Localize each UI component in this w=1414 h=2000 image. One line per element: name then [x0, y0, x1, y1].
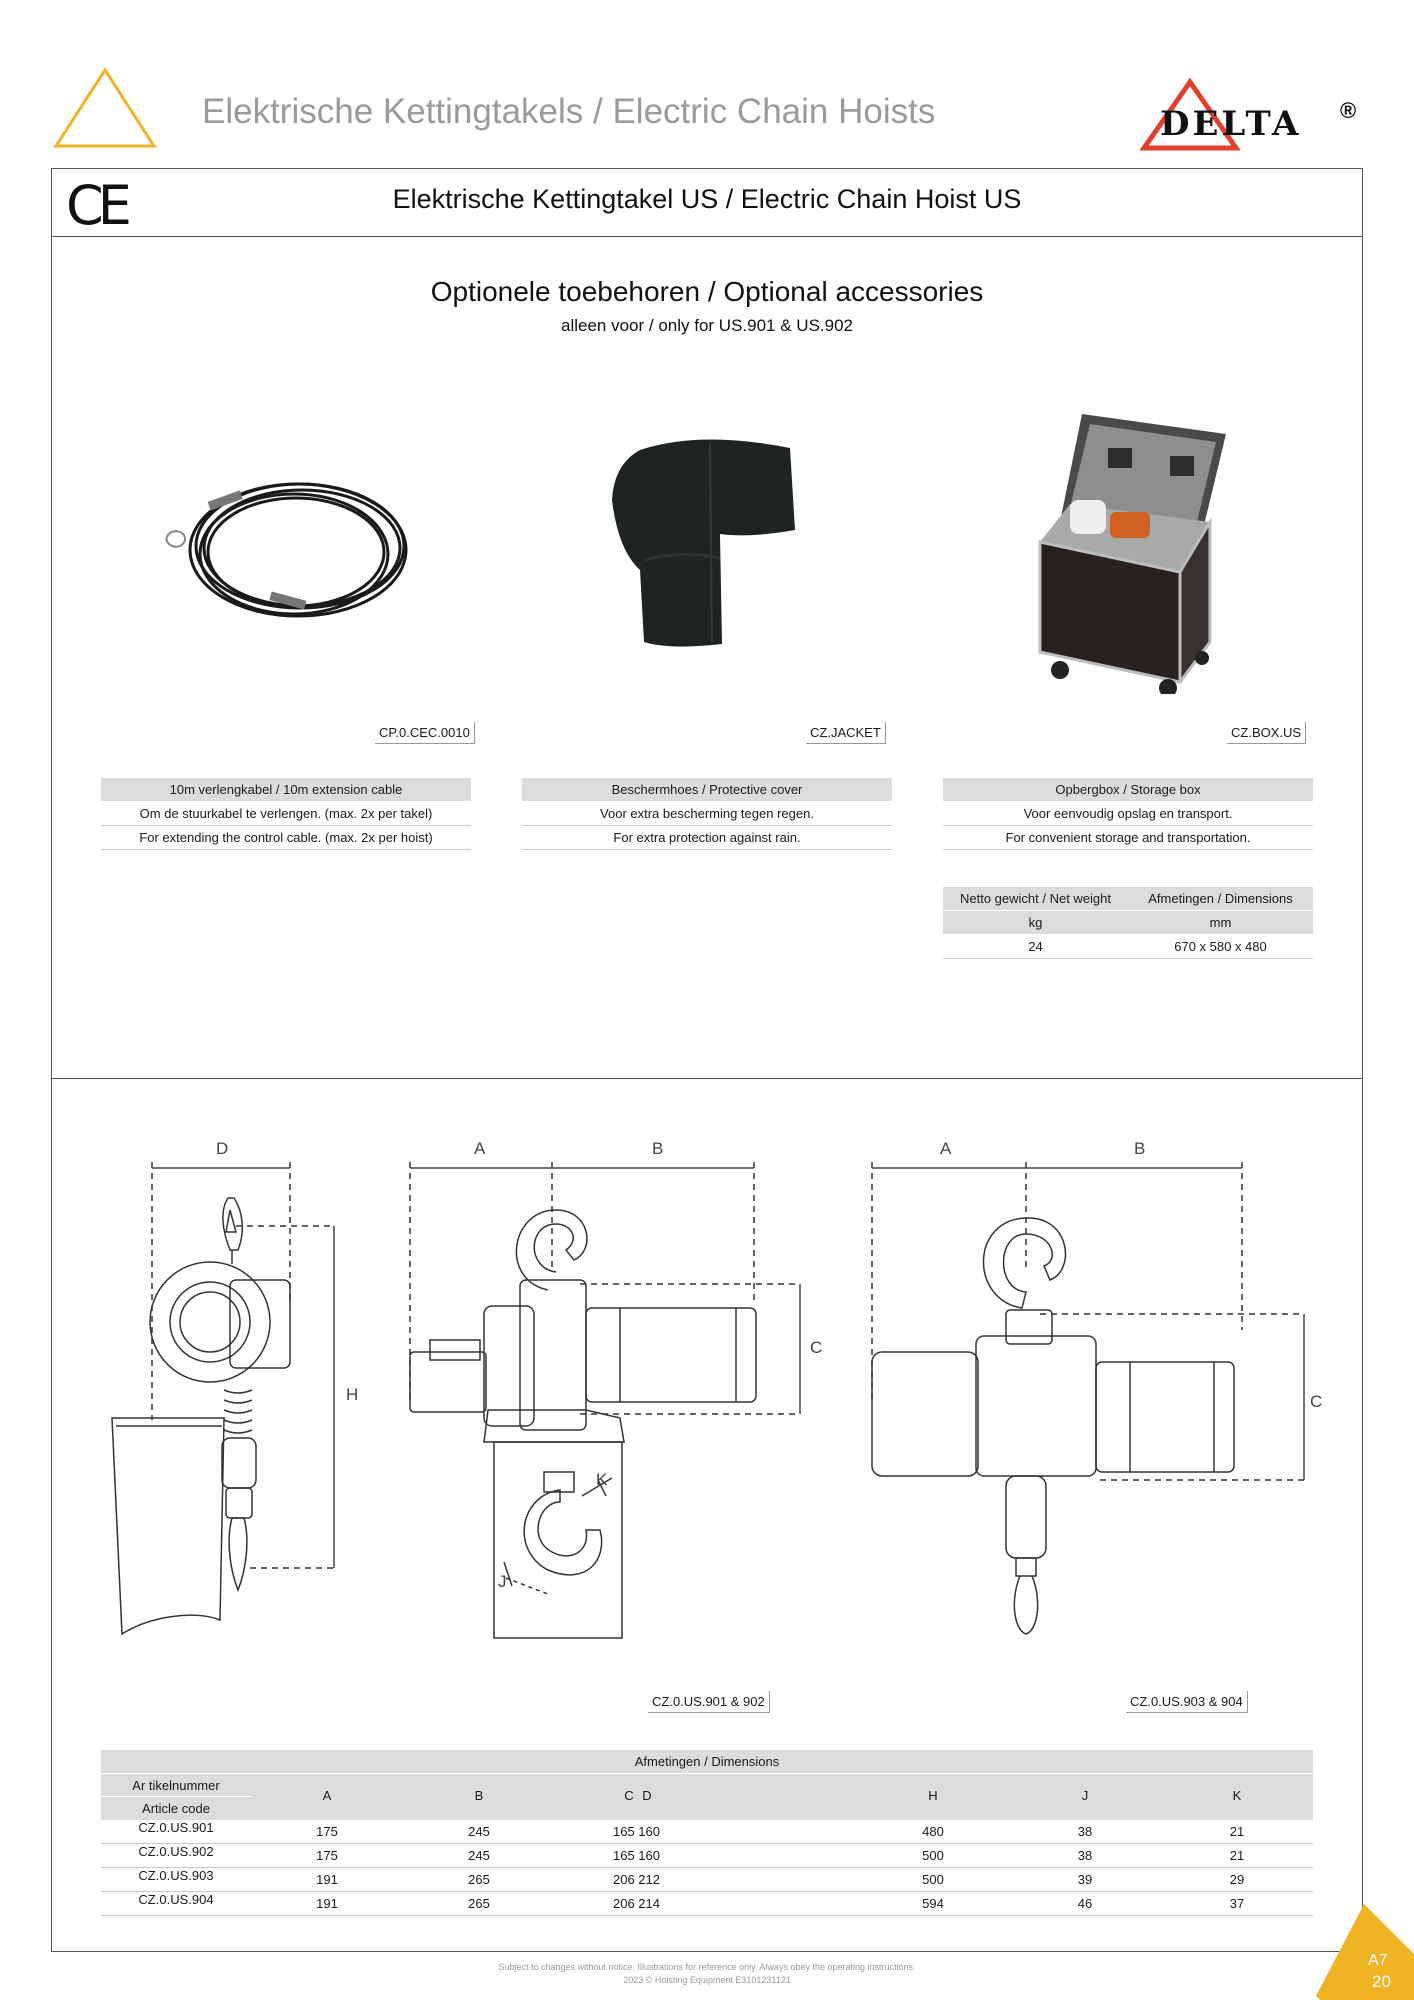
ce-mark: CE: [66, 174, 126, 237]
dim-label-b-front: B: [652, 1139, 664, 1158]
dim-label-d: D: [216, 1139, 229, 1158]
cell-k: 21: [1229, 1824, 1245, 1839]
cell-b: 265: [468, 1896, 490, 1911]
col-header-k: K: [1232, 1788, 1242, 1803]
dimensions-unit: mm: [1209, 915, 1232, 930]
accessory-desc-nl: Voor eenvoudig opslag en transport.: [943, 802, 1313, 826]
accessory-desc-nl: Om de stuurkabel te verlengen. (max. 2x per takel): [101, 802, 471, 826]
storage-box-spec-table: [943, 887, 1313, 959]
title-divider: [51, 236, 1363, 237]
registered-mark: ®: [1340, 98, 1357, 123]
dimensions-table-title: Afmetingen / Dimensions: [101, 1750, 1313, 1774]
drawing-code-903-904: CZ.0.US.903 & 904: [1126, 1691, 1248, 1713]
cell-a: 191: [316, 1896, 338, 1911]
dimensions-table: [101, 1750, 1313, 1916]
cell-k: 21: [1229, 1848, 1245, 1863]
weight-unit: kg: [1028, 915, 1043, 930]
accessory-name: 10m verlengkabel / 10m extension cable: [101, 778, 471, 802]
product-title: Elektrische Kettingtakel US / Electric Chain Hoist US: [392, 184, 1022, 214]
footer-copyright: 2023 © Hoisting Equipment E3101231121: [623, 1975, 791, 1985]
accessory-name: Beschermhoes / Protective cover: [522, 778, 892, 802]
accessory-table-box: [943, 778, 1313, 850]
cell-k: 37: [1229, 1896, 1245, 1911]
cell-code: CZ.0.US.901: [138, 1820, 214, 1835]
weight-header: Netto gewicht / Net weight: [959, 891, 1112, 906]
cell-j: 38: [1077, 1824, 1093, 1839]
page-number: 20: [1372, 1972, 1391, 1991]
table-row: [101, 1844, 1313, 1868]
storage-box-image: [1030, 412, 1230, 694]
front-view-large-drawing: [872, 1162, 1304, 1634]
cell-cd: 165 160: [613, 1824, 660, 1839]
brand-logo: DELTA: [1160, 104, 1302, 144]
cell-b: 245: [468, 1848, 490, 1863]
technical-drawings: [0, 1100, 1414, 1660]
dim-label-c-front: C: [810, 1338, 823, 1357]
cell-code: CZ.0.US.904: [138, 1892, 214, 1907]
page-header-title: Elektrische Kettingtakels / Electric Chain Hoists: [202, 92, 936, 131]
accessory-desc-nl: Voor extra bescherming tegen regen.: [522, 802, 892, 826]
dimensions-table-header: [101, 1774, 1313, 1820]
accessory-desc-en: For extra protection against rain.: [522, 826, 892, 850]
cell-a: 191: [316, 1872, 338, 1887]
brand-triangle-icon: [50, 66, 160, 150]
section-divider: [51, 1078, 1363, 1079]
cell-cd: 206 212: [613, 1872, 660, 1887]
accessory-table-cable: [101, 778, 471, 850]
dim-label-c-large: C: [1310, 1392, 1323, 1411]
col-header-d: D: [642, 1788, 652, 1803]
extension-cable-image: [150, 470, 420, 630]
table-row: [101, 1820, 1313, 1844]
drawing-code-901-902: CZ.0.US.901 & 902: [648, 1691, 770, 1713]
col-header-j: J: [1081, 1788, 1089, 1803]
table-row: [101, 1868, 1313, 1892]
weight-value: 24: [1028, 939, 1043, 954]
dim-label-b-large: B: [1134, 1139, 1146, 1158]
article-code-header-en: Article code: [142, 1801, 210, 1816]
dimensions-header: Afmetingen / Dimensions: [1148, 891, 1293, 906]
page-corner-badge-icon: [1316, 1904, 1414, 2000]
cell-j: 39: [1077, 1872, 1093, 1887]
col-header-c: C: [624, 1788, 634, 1803]
accessory-desc-en: For convenient storage and transportation.: [943, 826, 1313, 850]
cell-cd: 206 214: [613, 1896, 660, 1911]
dim-label-h: H: [346, 1385, 359, 1404]
dim-label-a-large: A: [940, 1139, 952, 1158]
cell-j: 46: [1077, 1896, 1093, 1911]
cell-code: CZ.0.US.902: [138, 1844, 214, 1859]
cell-b: 265: [468, 1872, 490, 1887]
table-row: [101, 1892, 1313, 1916]
col-header-h: H: [928, 1788, 938, 1803]
dim-label-j: J: [498, 1572, 507, 1591]
side-view-drawing: [112, 1162, 334, 1634]
cell-k: 29: [1229, 1872, 1245, 1887]
protective-cover-image: [600, 430, 810, 650]
accessories-heading: Optionele toebehoren / Optional accessories: [430, 276, 984, 307]
cell-h: 480: [922, 1824, 944, 1839]
dim-label-k: K: [596, 1470, 608, 1489]
cell-b: 245: [468, 1824, 490, 1839]
cell-h: 500: [922, 1872, 944, 1887]
accessory-desc-en: For extending the control cable. (max. 2x per hoist): [101, 826, 471, 850]
cell-j: 38: [1077, 1848, 1093, 1863]
col-header-b: B: [474, 1788, 484, 1803]
cell-a: 175: [316, 1848, 338, 1863]
cell-a: 175: [316, 1824, 338, 1839]
accessory-code-box: CZ.BOX.US: [1227, 722, 1306, 744]
cell-h: 500: [922, 1848, 944, 1863]
accessory-name: Opbergbox / Storage box: [943, 778, 1313, 802]
col-header-a: A: [322, 1788, 332, 1803]
accessories-subheading: alleen voor / only for US.901 & US.902: [561, 316, 853, 335]
dimensions-value: 670 x 580 x 480: [1174, 939, 1267, 954]
page-section-code: A7: [1368, 1952, 1388, 1969]
accessory-code-cable: CP.0.CEC.0010: [375, 722, 475, 744]
cell-cd: 165 160: [613, 1848, 660, 1863]
cell-h: 594: [922, 1896, 944, 1911]
front-view-drawing: [410, 1162, 800, 1638]
article-number-header-nl: Ar tikelnummer: [101, 1776, 251, 1797]
cell-code: CZ.0.US.903: [138, 1868, 214, 1883]
footer-disclaimer: Subject to changes without notice. Illustrations for reference only. Always obey the operating instructions.: [498, 1962, 916, 1972]
accessory-code-jacket: CZ.JACKET: [806, 722, 886, 744]
accessory-table-jacket: [522, 778, 892, 850]
dim-label-a-front: A: [474, 1139, 486, 1158]
